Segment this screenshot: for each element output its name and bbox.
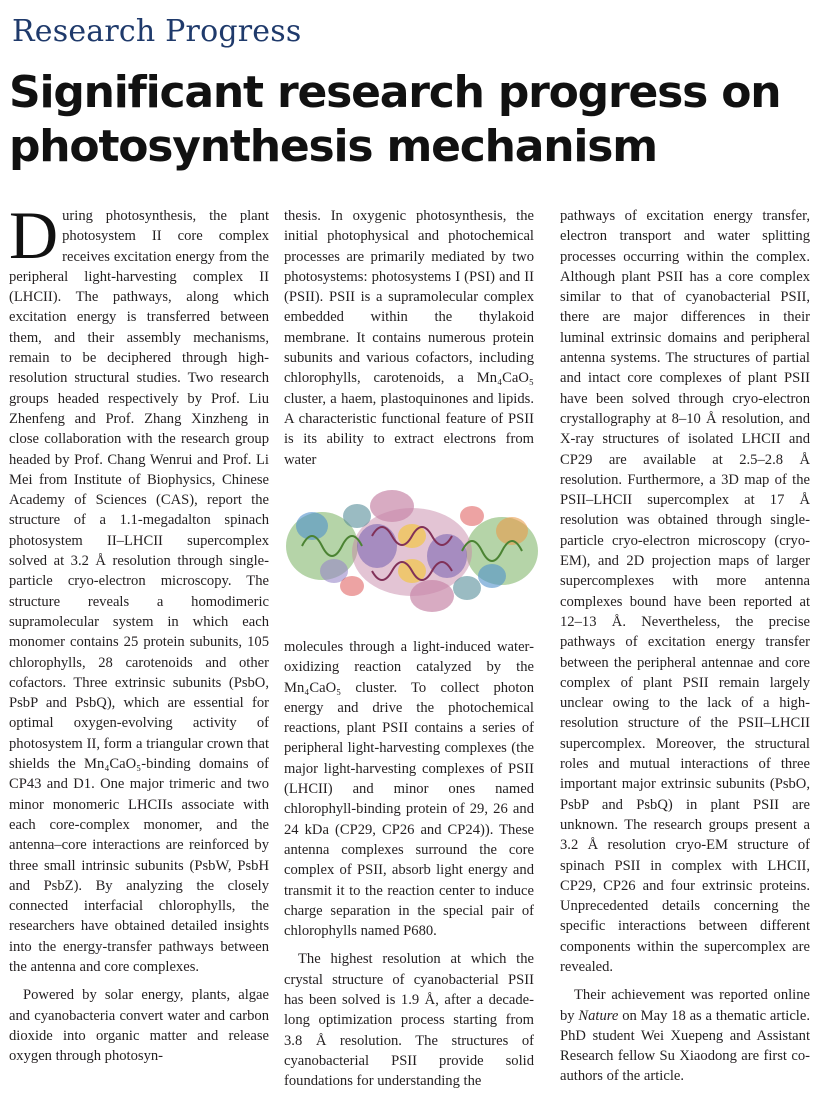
paragraph-text: Their achievement was reported online by xyxy=(560,987,810,1024)
paragraph: The highest resolution at which the crystal structure of cyanobacterial PSII has been solved is 1.9 Å, after a decade-long optimization process starting from 3.8 Å resolution. The structures of cyanobacterial PSII provide solid foundations for understanding the xyxy=(284,951,534,1090)
column-2-bottom xyxy=(284,637,534,1092)
column-1 xyxy=(9,197,269,1066)
protein-structure-image xyxy=(282,476,542,628)
paragraph-text: uring photosynthesis, the plant photosystem II core complex receives excitation energy from the peripheral light-harvesting complex II (LHCII). The pathways, along which excitation energy is transferred between them, and their assembly mechanisms, remain to be deciphered through high-resolution structural studies. Two research groups headed respectively by Prof. Liu Zhenfeng and Prof. Zhang Xinzheng in close collaboration with the research group headed by Prof. Chang Wenrui and Prof. Li Mei from Institute of Biophysics, Chinese Academy of Sciences (CAS), report the structure of a 1.1-megadalton spinach photosystem II–LHCII supercomplex solved at 3.2 Å resolution through single-particle cryo-electron microscopy. The structure reveals a homodimeric supramolecular system in which each monomer contains 25 protein subunits, 105 chlorophylls, 28 carotenoids and other cofactors. Three extrinsic subunits (PsbO, PsbP and PsbQ), which are essential for optimal oxygen-evolving activity of photosystem II, form a triangular crown that shields the Mn₄CaO₅-binding domains of CP43 and D1. One major trimeric and two minor monomeric LHCIIs associate with each core-complex monomer, and the antenna–core interactions are reinforced by three small intrinsic subunits (PsbW, PsbH and PsbZ). By analyzing the closely connected interfacial chlorophylls, the researchers have obtained detailed insights into the energy-transfer pathways between the antenna and core complexes. xyxy=(9,208,269,975)
paragraph: pathways of excitation energy transfer, electron transport and water splitting processes occurring within the complex. Although plant PSII has a core complex similar to that of cyanobacterial PSII, there are major differences in their luminal extrinsic domains and peripheral antenna systems. The structures of partial and intact core complexes of plant PSII have been solved through cryo-electron crystallography at 8–10 Å resolution, and X-ray structures of isolated LHCII and CP29 are available at 2.5–2.8 Å resolution. Furthermore, a 3D map of the PSII–LHCII supercomplex at 17 Å resolution was obtained through single-particle cryo-electron microscopy (cryo-EM), and 2D projection maps of larger supercomplexes with more antenna complexes bound have been reported at 12–13 Å. Nevertheless, the precise pathways of excitation energy transfer between the peripheral antennae and core complex of plant PSII remain largely unclear owing to the lack of a high-resolution structure of the PSII–LHCII supercomplex. Moreover, the structural roles and mutual interactions of three important major extrinsic subunits (PsbO, PsbP and PsbQ) in plant PSII are unknown. The research groups present a 3.2 Å resolution cryo-EM structure of spinach PSII in complex with LHCII, CP29, CP26 and four extrinsic proteins. Unprecedented details concerning the specific interactions between different components within the supercomplex are revealed. xyxy=(560,208,810,975)
paragraph: molecules through a light-induced water-oxidizing reaction catalyzed by the Mn₄CaO₅ cluster. To collect photon energy and drive the photochemical reactions, plant PSII contains a series of peripheral light-harvesting complexes (the major light-harvesting complexes of PSII (LHCII) and minor ones named chlorophyll-binding protein of 29, 26 and 24 kDa (CP29, CP26 and CP24)). These antenna complexes surround the core complex of PSII, absorb light energy and transmit it to the reaction center to induce charge separation in the special pair of chlorophylls named P680. xyxy=(284,639,534,940)
paragraph-text: on May 18 as a thematic article. PhD student Wei Xuepeng and Assistant Research fellow Su Xiaodong are first co-authors of the article. xyxy=(560,1007,810,1085)
paragraph: Powered by solar energy, plants, algae and cyanobacteria convert water and carbon dioxide into organic matter and release oxygen through photosyn- xyxy=(9,987,269,1065)
article-headline: Significant research progress on photosynthesis mechanism xyxy=(9,67,781,172)
protein-ribbon-cluster xyxy=(286,490,538,612)
section-label: Research Progress xyxy=(12,14,302,49)
journal-name: Nature xyxy=(578,1007,619,1024)
paragraph xyxy=(560,985,810,1086)
drop-cap: D xyxy=(9,197,59,273)
paragraph xyxy=(9,197,269,977)
paragraph: thesis. In oxygenic photosynthesis, the initial photophysical and photochemical processes are primarily mediated by two photosystems: photosystems I (PSI) and II (PSII). PSII is a supramolecular complex embedded within the thylakoid membrane. It contains numerous protein subunits and various cofactors, including chlorophylls, carotenoids, a Mn₄CaO₅ cluster, a haem, plastoquinones and lipids. A characteristic functional feature of PSII is its ability to extract electrons from water xyxy=(284,208,534,468)
column-3 xyxy=(560,206,810,1087)
column-2-top xyxy=(284,206,534,470)
